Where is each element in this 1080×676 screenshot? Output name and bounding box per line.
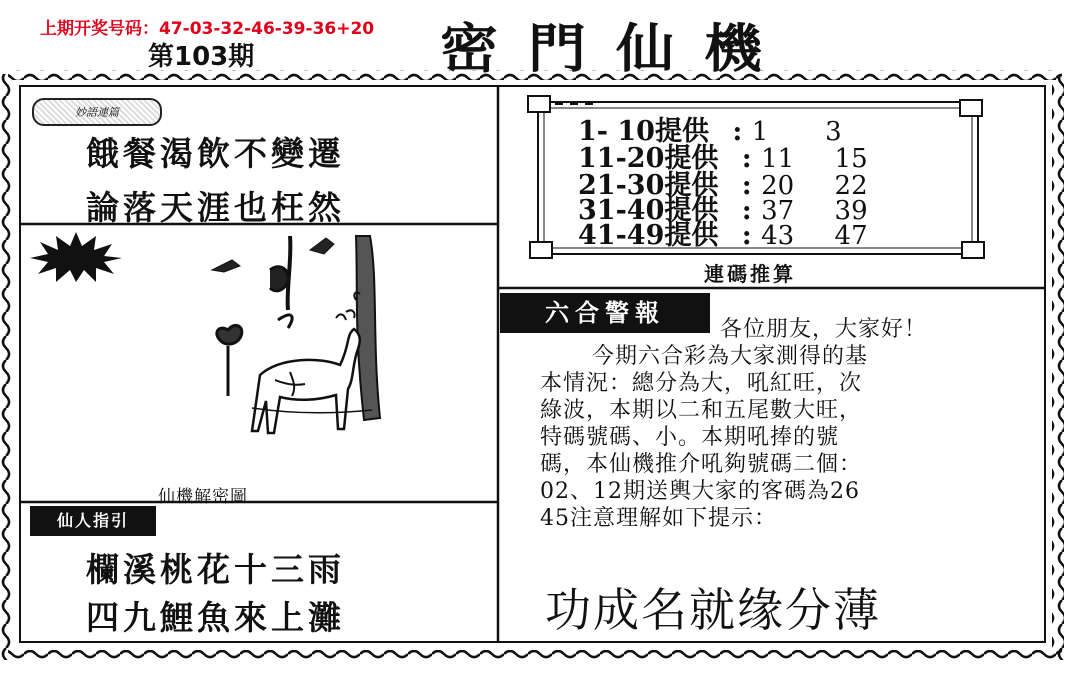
alarm-line: 特碼號碼、小。本期吼捧的號 (540, 425, 840, 450)
row-value-a: 1 (751, 117, 769, 147)
guide-poem-line-1: 欄溪桃花十三雨 (86, 550, 345, 589)
row-value-a: 20 (761, 171, 795, 201)
last-draw-result: 上期开奖号码：47-03-32-46-39-36+20 (40, 19, 375, 39)
table-row (578, 118, 842, 145)
guide-tag: 仙人指引 (30, 506, 156, 536)
row-value-b: 15 (834, 144, 868, 174)
hint-phrase: 功成名就缘分薄 (545, 583, 881, 637)
alarm-line: 02、12期送輿大家的客碼為26 (540, 479, 860, 504)
guide-poem-line-2: 四九鯉魚來上灘 (86, 598, 345, 637)
row-label: 31-40提供 (578, 195, 719, 226)
row-value-b: 47 (834, 221, 868, 251)
poem-line-1: 餓餐渴飲不變遷 (86, 134, 345, 173)
row-value-a: 11 (761, 144, 795, 174)
table-row (578, 145, 868, 172)
alarm-line: 各位朋友，大家好！ (720, 317, 928, 342)
row-colon: : (741, 143, 752, 174)
section-badge: 妙語連篇 (32, 98, 162, 126)
table-caption: 連碼推算 (704, 262, 796, 286)
row-label: 11-20提供 (578, 143, 719, 174)
row-colon: : (741, 170, 752, 201)
row-label: 1- 10提供 (578, 116, 709, 147)
row-label: 21-30提供 (578, 170, 719, 201)
issue-number: 第103期 (148, 42, 255, 72)
row-label: 41-49提供 (578, 220, 719, 251)
page-title: 密門仙機 (440, 17, 793, 80)
row-value-b: 22 (834, 171, 868, 201)
poem-line-2: 論落天涯也枉然 (86, 188, 345, 227)
alarm-tag: 六合警報 (500, 293, 710, 333)
alarm-line: 今期六合彩為大家測得的基 (592, 344, 869, 369)
row-colon: : (741, 220, 752, 251)
row-value-b: 39 (834, 196, 868, 226)
row-colon: : (732, 116, 743, 147)
table-row (578, 222, 868, 249)
row-value-a: 43 (761, 221, 795, 251)
alarm-line: 綠波，本期以二和五尾數大旺， (540, 398, 863, 423)
row-value-b: 3 (825, 117, 842, 147)
deer-tree-illustration (212, 236, 380, 433)
illustration-caption: 仙機解密圖 (158, 487, 248, 507)
row-colon: : (741, 195, 752, 226)
alarm-line: 45注意理解如下提示： (540, 506, 777, 531)
row-value-a: 37 (761, 196, 795, 226)
alarm-line: 本情況：總分為大，吼紅旺，次 (540, 371, 863, 396)
alarm-line: 碼，本仙機推介吼夠號碼二個： (540, 452, 863, 477)
starburst-emblem (30, 232, 122, 282)
